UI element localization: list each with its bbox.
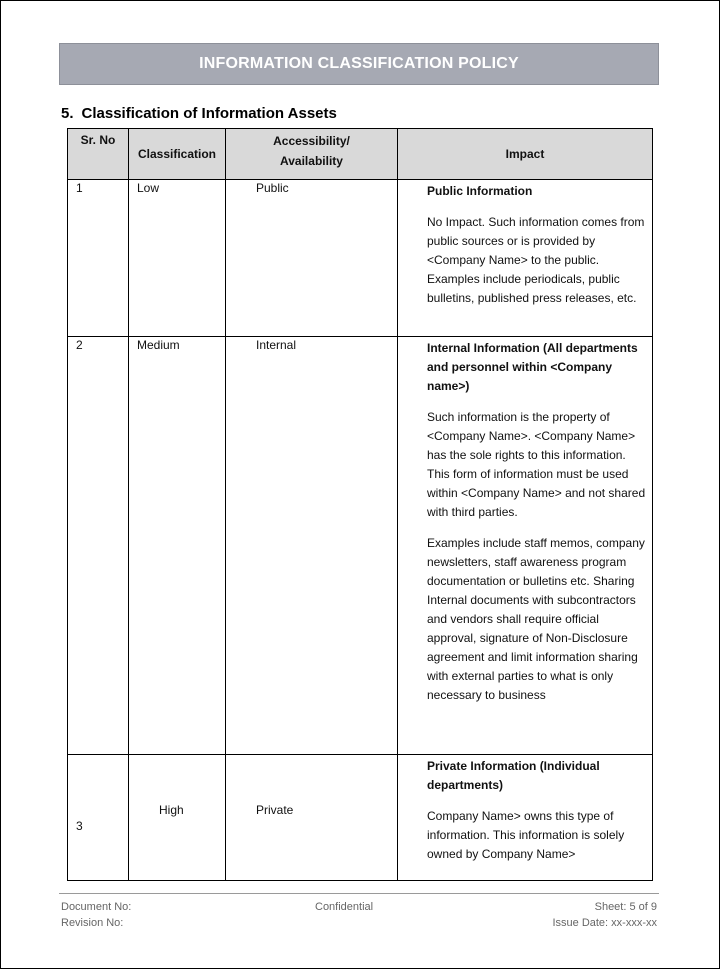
impact-heading: Public Information — [427, 184, 533, 198]
column-header-sr-no: Sr. No — [68, 129, 129, 180]
section-heading — [61, 105, 337, 122]
impact-paragraph: No Impact. Such information comes from public sources or is provided by <Company Name> to the public. Examples include periodicals, public bulletins, published press releases, etc. — [427, 215, 645, 305]
column-header-impact: Impact — [398, 129, 653, 180]
section-number: 5. — [61, 105, 74, 122]
table-row — [68, 180, 653, 337]
banner-title: INFORMATION CLASSIFICATION POLICY — [199, 55, 519, 72]
page-banner — [59, 43, 659, 85]
classification-table — [67, 128, 653, 881]
footer-confidential: Confidential — [315, 901, 374, 913]
impact-heading: Private Information (Individual departments) — [427, 759, 600, 792]
table-row — [68, 755, 653, 881]
accessibility-cell: Internal — [226, 337, 398, 755]
impact-cell — [398, 755, 653, 881]
column-header-accessibility-line1: Accessibility/ — [273, 134, 350, 148]
impact-cell — [398, 180, 653, 337]
impact-paragraph: Company Name> owns this type of information. This information is solely owned by Company Name> — [427, 809, 625, 861]
accessibility-cell: Public — [226, 180, 398, 337]
impact-cell — [398, 337, 653, 755]
sr-no-cell: 3 — [68, 755, 129, 881]
table-row — [68, 337, 653, 755]
page-footer — [61, 901, 657, 933]
classification-cell: Medium — [129, 337, 226, 755]
classification-cell: Low — [129, 180, 226, 337]
impact-paragraph: Such information is the property of <Company Name>. <Company Name> has the sole rights to this information. This form of information must be used within <Company Name> and not shared with third parties. — [427, 410, 646, 519]
section-title: Classification of Information Assets — [81, 105, 337, 122]
footer-revision-no: Revision No: — [61, 917, 124, 929]
impact-heading: Internal Information (All departments and personnel within <Company name>) — [427, 341, 638, 393]
footer-divider — [59, 893, 659, 894]
sr-no-cell: 2 — [68, 337, 129, 755]
column-header-accessibility — [226, 129, 398, 180]
table-header-row — [68, 129, 653, 180]
column-header-classification: Classification — [129, 129, 226, 180]
classification-cell: High — [129, 755, 226, 881]
column-header-accessibility-line2: Availability — [280, 154, 343, 168]
footer-document-no: Document No: — [61, 901, 132, 913]
accessibility-cell: Private — [226, 755, 398, 881]
sr-no-cell: 1 — [68, 180, 129, 337]
impact-paragraph: Examples include staff memos, company newsletters, staff awareness program documentation or bulletins etc. Sharing Internal documents with subcontractors and vendors shall require official approval, signature of Non-Disclosure agreement and limit information sharing with external parties to what is only necessary to business — [427, 536, 645, 702]
footer-sheet: Sheet: 5 of 9 — [594, 901, 657, 913]
footer-issue-date: Issue Date: xx-xxx-xx — [552, 917, 657, 929]
